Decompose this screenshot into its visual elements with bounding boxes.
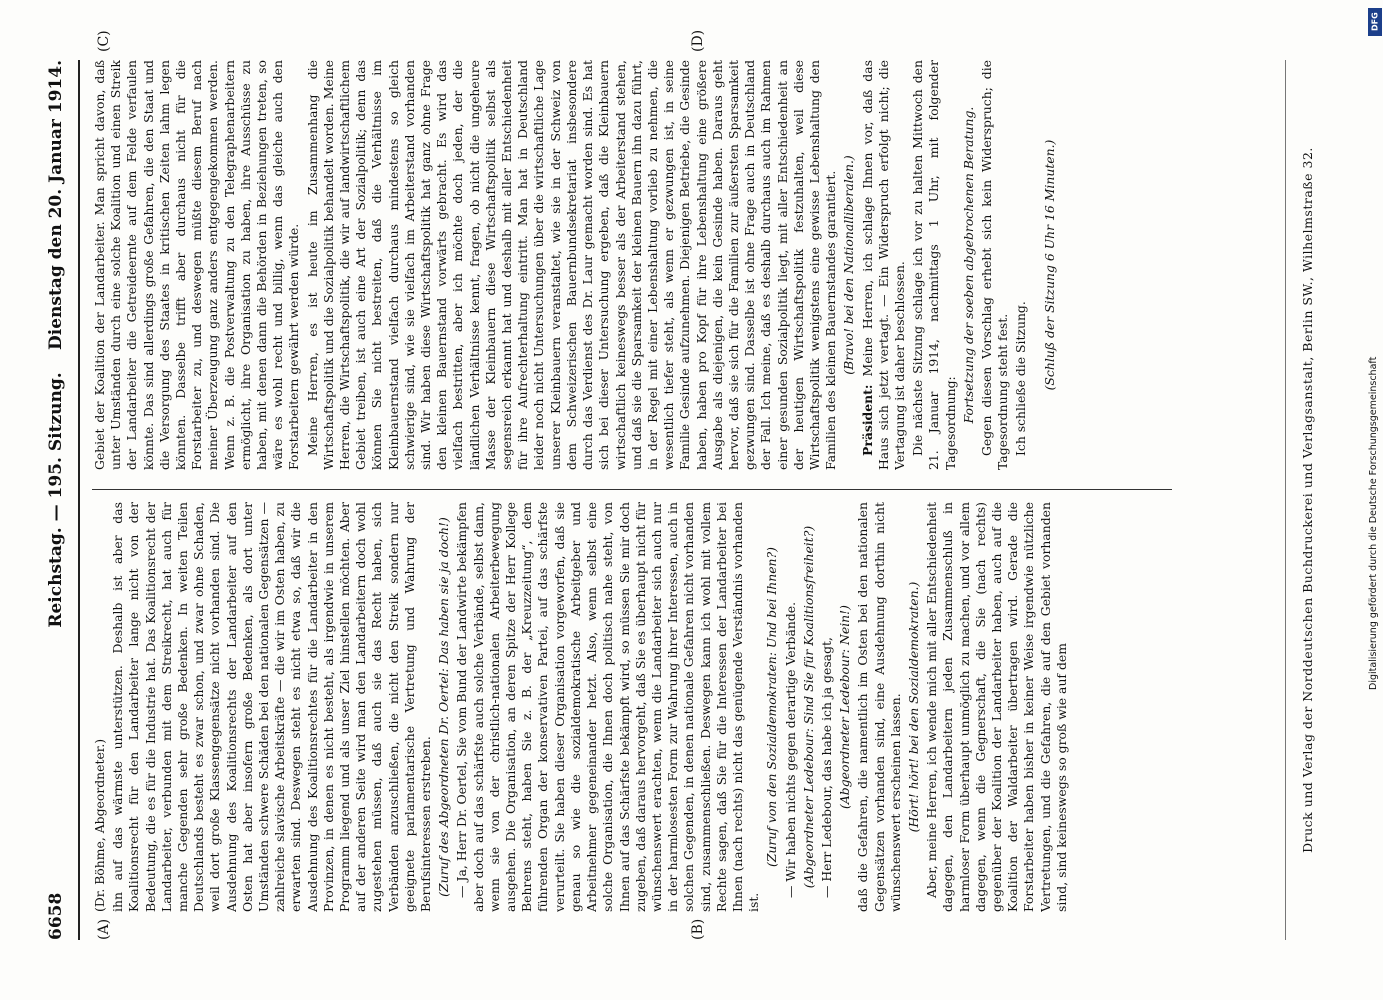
page-header — [40, 60, 76, 940]
agenda-item: Fortsetzung der soeben abgebrochenen Beratung. — [960, 106, 976, 424]
paragraph: — Herr Ledebour, das habe ich ja gesagt, — [818, 637, 834, 898]
right-column — [92, 60, 1172, 470]
speaker-line: (Dr. Böhme, Abgeordneter.) — [92, 738, 107, 912]
paragraph: Meine Herren, es ist heute im Zusammenhang die Wirtschaftspolitik und die Sozialpolitik behandelt worden. Meine Herren, die Wirtschaftspolitik, die wir auf landwirtschaftlichem Gebiet treiben, ist auch eine Art der Sozialpolitik; denn das können Sie nicht bestreiten, daß die Verhältnisse im Kleinbauernstand vielfach durchaus mindestens so gleich schwierige sind, wie sie vielfach im Arbeiterstand vorhanden sind. Wir haben diese Wirtschaftspolitik hat ganz ohne Frage den kleinen Bauernstand vorwärts gebracht. Es wird das vielfach bestritten, aber ich möchte doch jeden, der die ländlichen Verhältnisse kennt, fragen, ob nicht die ungeheure Masse der Kleinbauern diese Wirtschaftspolitik selbst als segensreich erkannt hat und deshalb mit aller Entschiedenheit für ihre Aufrechterhaltung eintritt. Man hat in Deutschland leider noch nicht Untersuchungen über die wirtschaftliche Lage unserer Kleinbauern veranstaltet, wie sie in der Schweiz von dem Schweizerischen Bauernbundsekretariat insbesondere durch das Verdienst des Dr. Laur gemacht worden sind. Es hat sich bei dieser Untersuchung ergeben, daß die Kleinbauern wirtschaftlich keineswegs besser als der Arbeiterstand stehen, und daß sie die Sparsamkeit der kleinen Bauern ihn dazu führt, in der Regel mit einer Lebenshaltung vorlieb zu nehmen, die wesentlich tiefer steht, als wenn er gezwungen ist, in seine Familie Gesinde aufzunehmen. Diejenigen Betriebe, die Gesinde haben, haben pro Kopf für ihre Lebenshaltung eine größere Ausgabe als diejenigen, die kein Gesinde haben. Daraus geht hervor, daß sie sich für die Familien zur äußersten Sparsamkeit gezwungen sind. Dasselbe ist ohne Frage auch in Deutschland der Fall. Ich meine, daß es deshalb durchaus auch im Rahmen einer gesunden Sozialpolitik liegt, mit aller Entschiedenheit an der heutigen Wirtschaftspolitik festzuhalten, weil diese Wirtschaftspolitik wenigstens eine gewisse Lebenshaltung den Familien des kleinen Bauernstandes garantiert. — [304, 60, 839, 470]
margin-marker-c: (C) — [96, 30, 112, 52]
paragraph: Gegen diesen Vorschlag erhebt sich kein Widerspruch; die Tagesordnung steht fest. — [978, 60, 1011, 470]
paragraph: — Wir haben nichts gegen derartige Verbände. — [782, 601, 798, 898]
paragraph: Gebiet der Koalition der Landarbeiter. Man spricht davon, daß unter Umständen durch eine solche Koalition und einen Streik der Landarbeiter die Getreideernte auf dem Felde verfaulen könnte. Das sind allerdings große Gefahren, die den Staat und die Versorgung des Staates in kritischen Zeiten lahm legen könnten. Dasselbe trifft aber durchaus nicht für die Forstarbeiter zu, und deswegen müßte diesem Beruf nach meiner Überzeugung ganz anders entgegengekommen werden. Wenn z. B. die Postverwaltung zu den Telegraphenarbeitern ermöglicht, ihre Organisation zu haben, ihre Ausschüsse zu haben, mit denen dann die Behörden in Beziehungen treten, so wäre es wohl recht und billig, wenn das gleiche auch den Forstarbeitern gewährt werden würde. — [92, 60, 302, 470]
paragraph: Ich schließe die Sitzung. — [1013, 301, 1029, 456]
footer-rule — [1285, 60, 1286, 940]
interjection: (Bravo! bei den Nationalliberalen.) — [841, 155, 857, 375]
paragraph: Die nächste Sitzung schlage ich vor zu halten Mittwoch den 21. Januar 1914, nachmittags 1 Uhr, mit folgender Tagesordnung: — [910, 60, 958, 470]
interjection: (Abgeordneter Ledebour: Nein!) — [837, 605, 853, 809]
interjection: (Abgeordneter Ledebour: Sind Sie für Koalitionsfreiheit?) — [800, 525, 816, 889]
interjection: (Hört! hört! bei den Sozialdemokraten.) — [905, 581, 921, 833]
margin-marker-b: (B) — [690, 918, 706, 940]
paragraph: daß die Gefahren, die namentlich im Osten bei den nationalen Gegensätzen vorhanden sind, eine Ausdehnung dorthin nicht wünschenswert erscheinen lassen. — [855, 502, 903, 912]
digitization-credit: Digitalisierung gefördert durch die Deutsche Forschungsgemeinschaft — [1368, 356, 1379, 690]
column-divider — [92, 489, 1172, 490]
interjection: (Zuruf des Abgeordneten Dr. Oertel: Das haben sie ja doch!) — [436, 517, 452, 897]
paragraph: Meine Herren, ich schlage Ihnen vor, daß das Haus sich jetzt vertagt. — Ein Widerspruch erfolgt nicht; die Vertagung ist daher beschlossen. — [859, 60, 907, 470]
session-title: Reichstag. — 195. Sitzung. — [46, 372, 66, 628]
interjection: (Zuruf von den Sozialdemokraten: Und bei Ihnen?) — [764, 547, 780, 868]
dfg-logo: DFG — [1368, 8, 1382, 36]
president-label: Präsident: — [859, 384, 875, 456]
header-rule — [78, 60, 80, 940]
session-end: (Schluß der Sitzung 6 Uhr 16 Minuten.) — [1041, 139, 1057, 391]
paragraph: — Ja, Herr Dr. Oertel, Sie vom Bund der Landwirte bekämpfen aber doch auf das schärfste auch solche Verbände, selbst dann, wenn sie von der christlich-nationalen Arbeiterbewegung ausgehen. Die Organisation, an deren Spitze der Herr Kollege Behrens steht, haben Sie z. B. der „Kreuzzeitung“, dem führenden Organ der konservativen Partei, auf das schärfste verurteilt. Sie haben dieser Organisation vorgeworfen, daß sie genau so wie die sozialdemokratische Arbeitgeber und Arbeitnehmer gegeneinander hetzt. Also, wenn selbst eine solche Organisation, die Ihnen doch politisch nahe steht, von Ihnen auf das Schärfste bekämpft wird, so müssen Sie mir doch zugeben, daß daraus hervorgeht, daß Sie es überhaupt nicht für wünschenswert erachten, wenn die Landarbeiter sich auch nur in der harmlosesten Form zur Wahrung ihrer Interessen, auch in solchen Gegenden, in denen nationale Gefahren nicht vorhanden sind, zusammenschließen. Deswegen kann ich wohl mit vollem Rechte sagen, daß Sie für die Interessen der Landarbeiter bei Ihnen (nach rechts) nicht das genügende Verständnis vorhanden ist. — [454, 502, 762, 912]
paragraph: ihn auf das wärmste unterstützen. Deshalb ist aber das Koalitionsrecht für den Landarbeiter lange nicht von der Bedeutung, die es für die Industrie hat. Das Koalitionsrecht der Landarbeiter, verbunden mit dem Streikrecht, hat auch für manche Gegenden sehr große Bedenken. In weiten Teilen Deutschlands besteht es zwar schon, und zwar ohne Schaden, weil dort große Klassengegensätze nicht vorhanden sind. Die Ausdehnung des Koalitionsrechts der Landarbeiter auf den Osten hat aber insofern große Bedenken, als dort unter Umständen schwere Schäden bei den nationalen Gegensätzen — zahlreiche slavische Arbeitskräfte — die wir im Osten haben, zu erwarten sind. Deswegen steht es nicht etwa so, daß wir die Ausdehnung des Koalitionsrechtes für die Landarbeiter in den Provinzen, in denen es nicht besteht, als irgendwie in unserem Programm liegend und als unser Ziel hinstellen möchten. Aber auf der anderen Seite wird man den Landarbeitern doch wohl zugestehen müssen, daß auch sie das Recht haben, sich Verbänden anzuschließen, die nicht den Streik sondern nur geeignete parlamentarische Vertretung und Wahrung der Berufsinteressen erstreben. — [110, 502, 434, 912]
printer-imprint: Druck und Verlag der Norddeutschen Buchdruckerei und Verlagsanstalt, Berlin SW., Wilhelmstraße 32. — [1300, 147, 1315, 853]
margin-marker-d: (D) — [690, 29, 706, 52]
margin-marker-a: (A) — [96, 918, 112, 940]
left-column — [92, 502, 1172, 912]
session-date: Dienstag den 20. Januar 1914. — [46, 60, 66, 350]
paragraph: Aber, meine Herren, ich wende mich mit aller Entschiedenheit dagegen, den Landarbeitern jeden Zusammenschluß in harmloser Form überhaupt unmöglich zu machen, und vor allem dagegen, wenn die Gegnerschaft, die Sie (nach rechts) gegenüber der Koalition der Landarbeiter haben, auch auf die Koalition der Waldarbeiter übertragen wird. Gerade die Forstarbeiter haben bisher in keiner Weise irgendwie nützliche Vertretungen, und die Gefahren, die auf den Gebiet vorhanden sind, sind keineswegs so groß wie auf dem — [924, 502, 1069, 912]
page-number: 6658 — [46, 892, 66, 940]
